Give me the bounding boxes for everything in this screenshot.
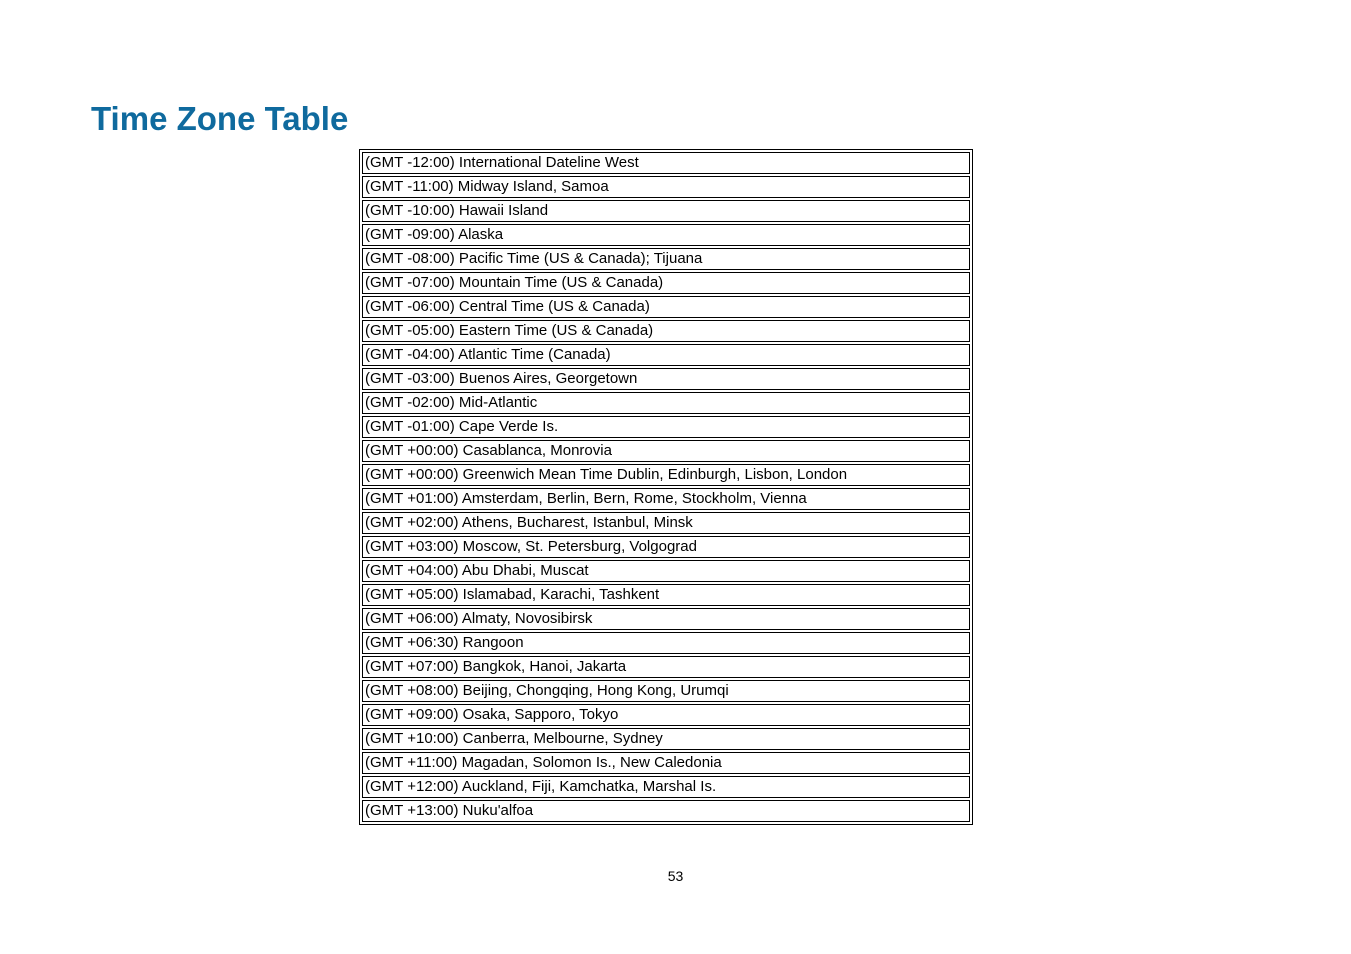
time-zone-cell: (GMT -02:00) Mid-Atlantic — [362, 392, 970, 414]
time-zone-cell: (GMT +13:00) Nuku'alfoa — [362, 800, 970, 822]
time-zone-cell: (GMT +12:00) Auckland, Fiji, Kamchatka, Marshal Is. — [362, 776, 970, 798]
table-row — [362, 320, 970, 342]
time-zone-cell: (GMT -12:00) International Dateline West — [362, 152, 970, 174]
time-zone-cell: (GMT +08:00) Beijing, Chongqing, Hong Kong, Urumqi — [362, 680, 970, 702]
table-row — [362, 224, 970, 246]
time-zone-cell: (GMT +07:00) Bangkok, Hanoi, Jakarta — [362, 656, 970, 678]
table-row — [362, 680, 970, 702]
time-zone-cell: (GMT +09:00) Osaka, Sapporo, Tokyo — [362, 704, 970, 726]
time-zone-cell: (GMT +02:00) Athens, Bucharest, Istanbul, Minsk — [362, 512, 970, 534]
table-row — [362, 608, 970, 630]
table-row — [362, 272, 970, 294]
table-row — [362, 800, 970, 822]
table-row — [362, 368, 970, 390]
page-number: 53 — [667, 868, 684, 884]
table-row — [362, 488, 970, 510]
time-zone-cell: (GMT -11:00) Midway Island, Samoa — [362, 176, 970, 198]
table-row — [362, 560, 970, 582]
table-row — [362, 728, 970, 750]
time-zone-cell: (GMT +11:00) Magadan, Solomon Is., New Caledonia — [362, 752, 970, 774]
time-zone-cell: (GMT -07:00) Mountain Time (US & Canada) — [362, 272, 970, 294]
table-row — [362, 296, 970, 318]
time-zone-cell: (GMT +00:00) Casablanca, Monrovia — [362, 440, 970, 462]
time-zone-table — [359, 149, 973, 825]
time-zone-cell: (GMT +06:30) Rangoon — [362, 632, 970, 654]
table-row — [362, 464, 970, 486]
table-row — [362, 536, 970, 558]
table-row — [362, 176, 970, 198]
table-row — [362, 584, 970, 606]
time-zone-cell: (GMT +06:00) Almaty, Novosibirsk — [362, 608, 970, 630]
table-row — [362, 704, 970, 726]
time-zone-cell: (GMT -01:00) Cape Verde Is. — [362, 416, 970, 438]
time-zone-cell: (GMT -05:00) Eastern Time (US & Canada) — [362, 320, 970, 342]
table-row — [362, 416, 970, 438]
time-zone-cell: (GMT -08:00) Pacific Time (US & Canada); Tijuana — [362, 248, 970, 270]
time-zone-cell: (GMT -09:00) Alaska — [362, 224, 970, 246]
table-row — [362, 392, 970, 414]
table-row — [362, 752, 970, 774]
table-row — [362, 656, 970, 678]
time-zone-cell: (GMT +03:00) Moscow, St. Petersburg, Volgograd — [362, 536, 970, 558]
time-zone-table-body — [362, 152, 970, 822]
time-zone-cell: (GMT -06:00) Central Time (US & Canada) — [362, 296, 970, 318]
time-zone-cell: (GMT +05:00) Islamabad, Karachi, Tashkent — [362, 584, 970, 606]
page-title: Time Zone Table — [91, 100, 349, 137]
table-row — [362, 440, 970, 462]
time-zone-cell: (GMT -10:00) Hawaii Island — [362, 200, 970, 222]
table-row — [362, 152, 970, 174]
table-row — [362, 200, 970, 222]
table-row — [362, 248, 970, 270]
time-zone-cell: (GMT -04:00) Atlantic Time (Canada) — [362, 344, 970, 366]
table-row — [362, 632, 970, 654]
table-row — [362, 776, 970, 798]
time-zone-cell: (GMT +10:00) Canberra, Melbourne, Sydney — [362, 728, 970, 750]
time-zone-cell: (GMT +04:00) Abu Dhabi, Muscat — [362, 560, 970, 582]
time-zone-cell: (GMT -03:00) Buenos Aires, Georgetown — [362, 368, 970, 390]
time-zone-cell: (GMT +00:00) Greenwich Mean Time Dublin, Edinburgh, Lisbon, London — [362, 464, 970, 486]
table-row — [362, 512, 970, 534]
table-row — [362, 344, 970, 366]
time-zone-cell: (GMT +01:00) Amsterdam, Berlin, Bern, Rome, Stockholm, Vienna — [362, 488, 970, 510]
